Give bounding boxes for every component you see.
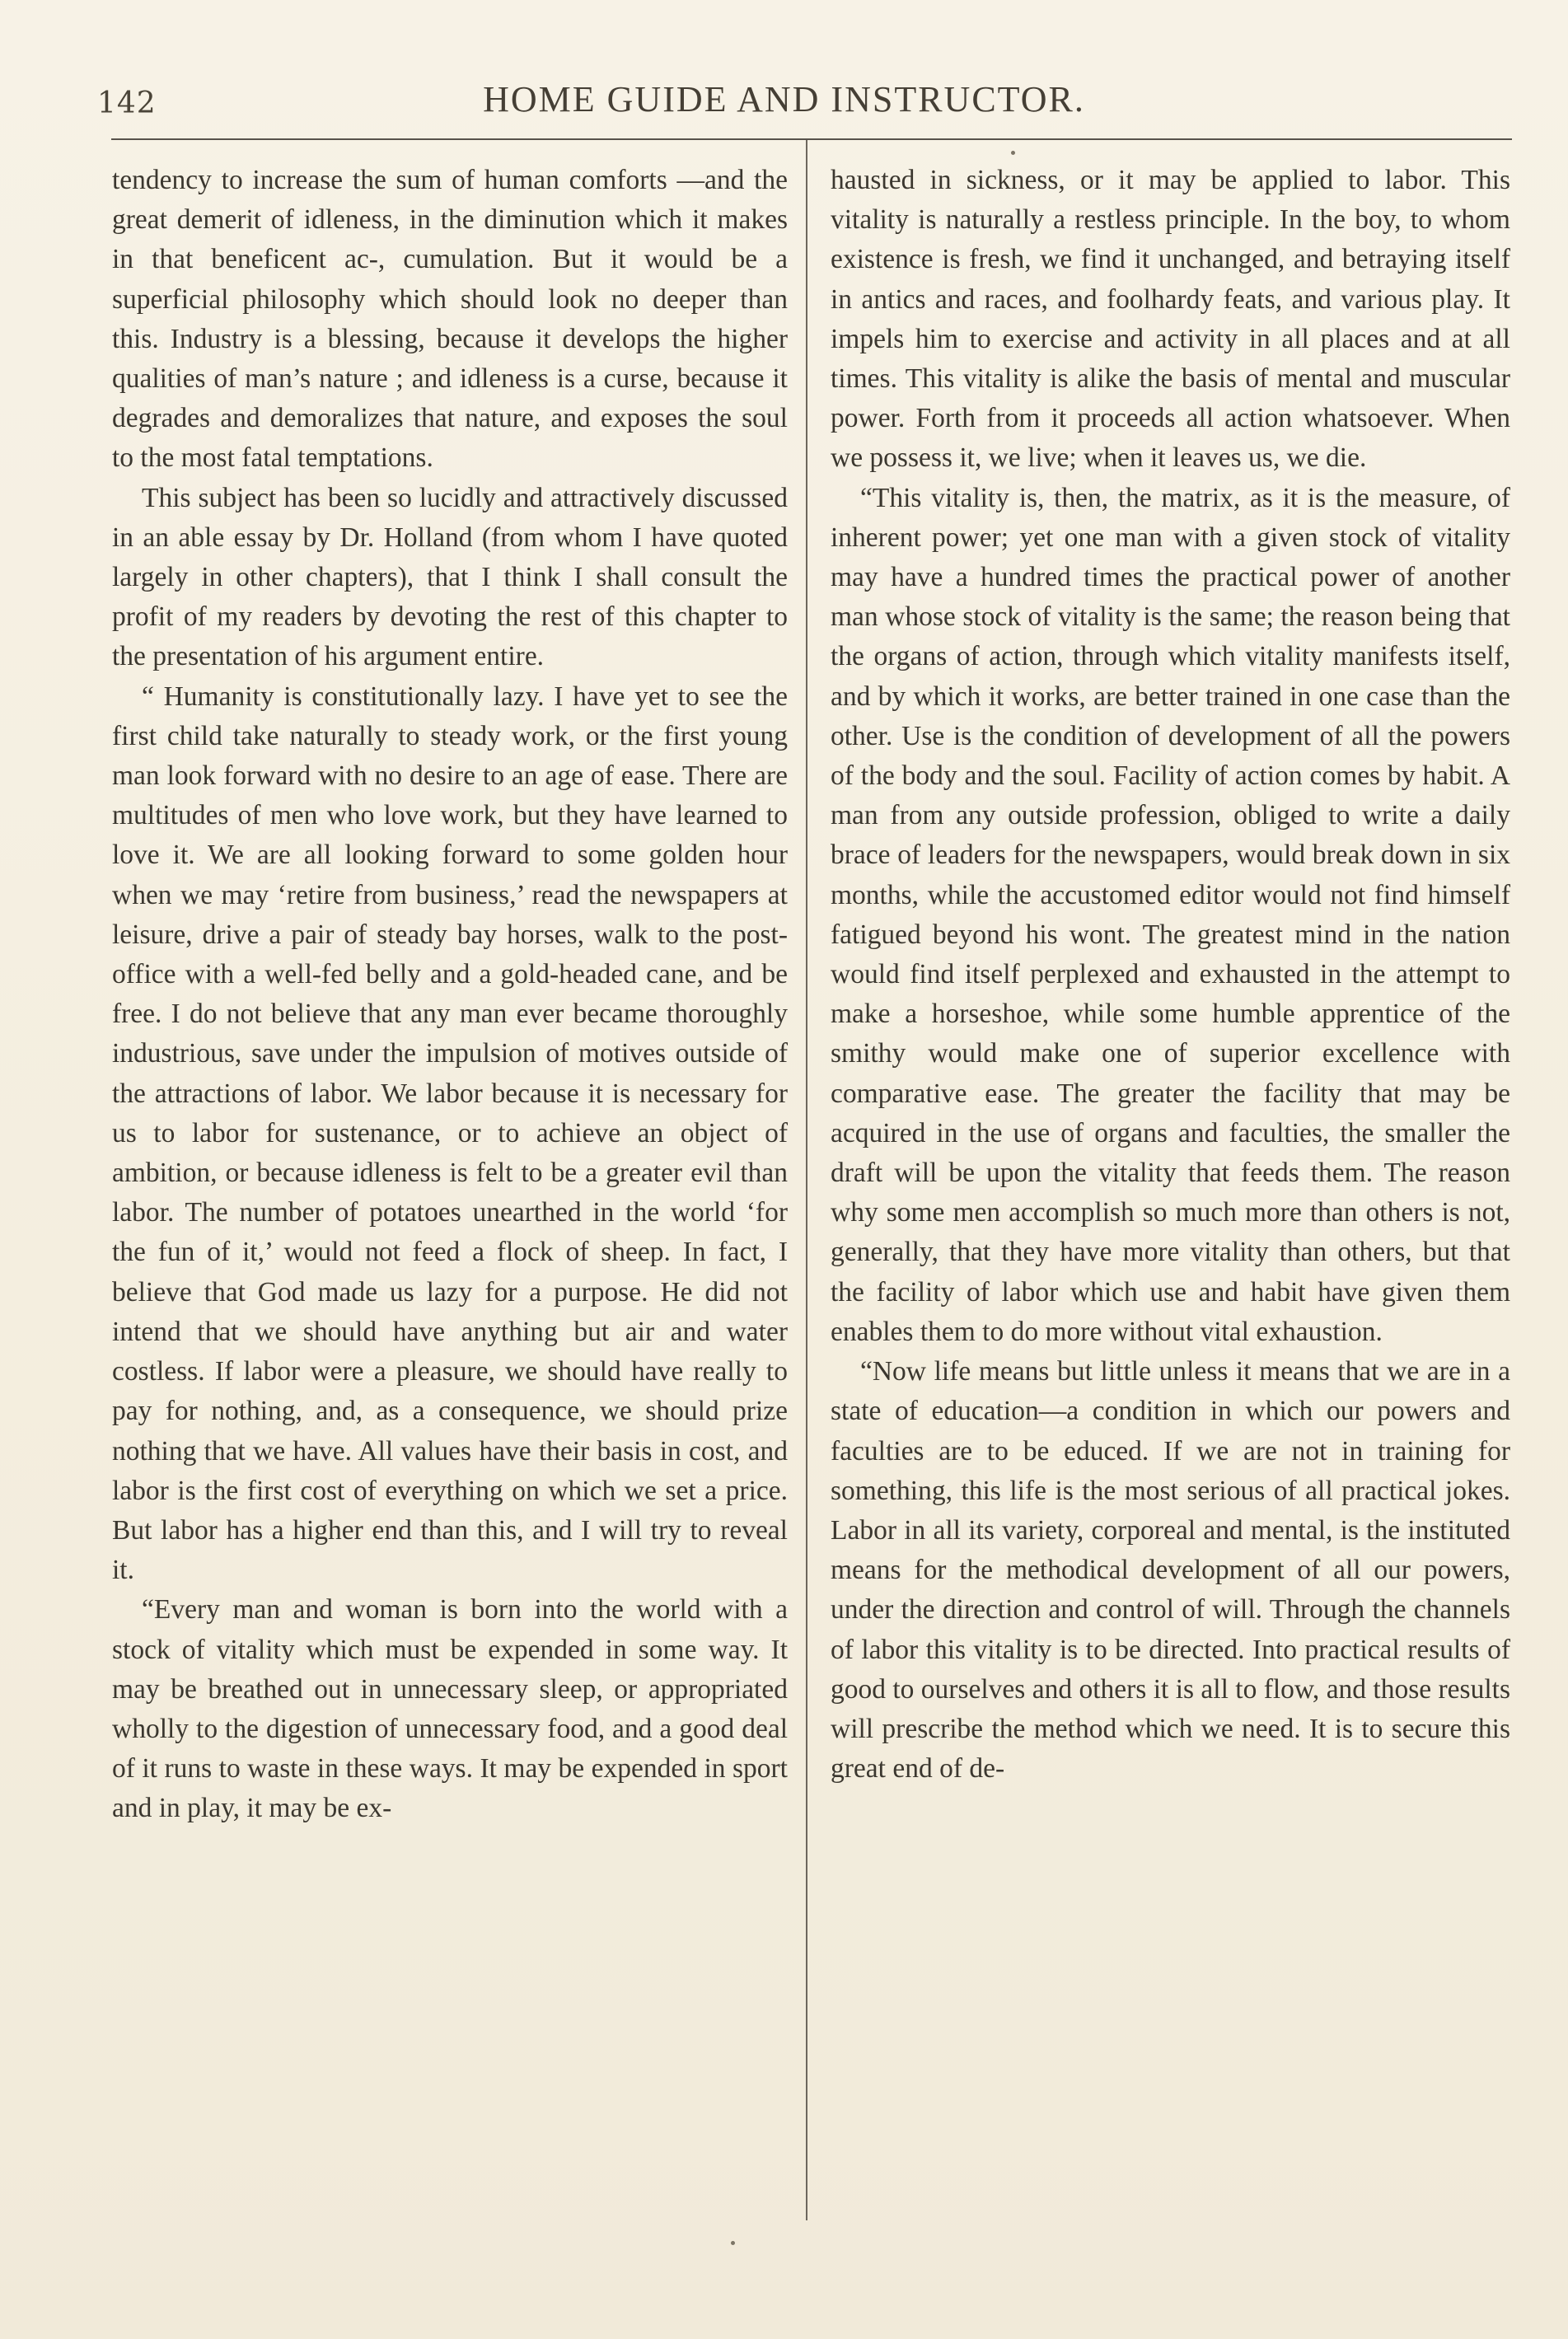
left-column [112, 161, 788, 2270]
right-column [831, 161, 1510, 2270]
paragraph: This subject has been so lucidly and attractively discussed in an able essay by Dr. Holland (from whom I have quoted largely in other chapters), that I think I shall consult the profit of my readers by devoting the rest of this chapter to the presentation of his argument entire. [112, 482, 788, 672]
header-rule [111, 138, 1512, 140]
page-header [0, 70, 1568, 128]
paragraph: “Now life means but little unless it means that we are in a state of education—a condition in which our powers and faculties are to be educed. If we are not in training for something, this life is the most serious of all practical jokes. Labor in all its variety, corporeal and mental, is the instituted means for the methodical development of all our powers, under the direction and control of will. Through the channels of labor this vitality is to be directed. Into practical results of good to ourselves and others it is all to flow, and those results will prescribe the method which we need. It is to secure this great end of de- [831, 1356, 1510, 1785]
paragraph: “Every man and woman is born into the world with a stock of vitality which must be expended in some way. It may be breathed out in unnecessary sleep, or appropriated wholly to the digestion of unnecessary food, and a good deal of it runs to waste in these ways. It may be expended in sport and in play, it may be ex- [112, 1594, 788, 1824]
paragraph: hausted in sickness, or it may be applied to labor. This vitality is naturally a restless principle. In the boy, to whom existence is fresh, we find it unchanged, and betraying itself in antics and races, and foolhardy feats, and various play. It impels him to exercise and activity in all places and at all times. This vitality is alike the basis of mental and muscular power. Forth from it proceeds all action whatsoever. When we possess it, we live; when it leaves us, we die. [831, 165, 1510, 474]
paragraph: “ Humanity is constitutionally lazy. I have yet to see the first child take naturally to steady work, or the first young man look forward with no desire to an age of ease. There are multitudes of men who love work, but they have learned to love it. We are all looking forward to some golden hour when we may ‘retire from business,’ read the newspapers at leisure, drive a pair of steady bay horses, walk to the post-office with a well-fed belly and a gold-headed cane, and be free. I do not believe that any man ever became thoroughly industrious, save under the impulsion of motives outside of the attractions of labor. We labor because it is necessary for us to labor for sustenance, or to achieve an object of ambition, or because idleness is felt to be a greater evil than labor. The number of potatoes unearthed in the world ‘for the fun of it,’ would not feed a flock of sheep. In fact, I believe that God made us lazy for a purpose. He did not intend that we should have anything but air and water costless. If labor were a pleasure, we should have really to pay for nothing, and, as a consequence, we should prize nothing that we have. All values have their basis in cost, and labor is the first cost of everything on which we set a price. But labor has a higher end than this, and I will try to reveal it. [112, 681, 788, 1586]
page-number: 142 [97, 87, 157, 120]
running-title: HOME GUIDE AND INSTRUCTOR. [483, 79, 1085, 119]
ink-speck [1011, 151, 1015, 155]
column-divider [806, 140, 807, 2220]
paragraph: “This vitality is, then, the matrix, as it is the measure, of inherent power; yet one man with a given stock of vitality may have a hundred times the practical power of another man whose stock of vitality is the same; the reason being that the organs of action, through which vitality manifests itself, and by which it works, are better trained in one case than the other. Use is the condition of development of all the powers of the body and the soul. Facility of action comes by habit. A man from any outside profession, obliged to write a daily brace of leaders for the newspapers, would break down in six months, while the accustomed editor would not find himself fatigued beyond his wont. The greatest mind in the nation would find itself perplexed and exhausted in the attempt to make a horseshoe, while some humble apprentice of the smithy would make one of superior excellence with comparative ease. The greater the facility that may be acquired in the use of organs and faculties, the smaller the draft will be upon the vitality that feeds them. The reason why some men accomplish so much more than others is not, generally, that they have more vitality than others, but that the facility of labor which use and habit have given them enables them to do more without vital exhaustion. [831, 482, 1510, 1347]
paragraph: tendency to increase the sum of human comforts —and the great demerit of idleness, in the diminution which it makes in that beneficent ac-, cumulation. But it would be a superficial philosophy which should look no deeper than this. Industry is a blessing, because it develops the higher qualities of man’s nature ; and idleness is a curse, because it degrades and demoralizes that nature, and exposes the soul to the most fatal temptations. [112, 165, 788, 474]
